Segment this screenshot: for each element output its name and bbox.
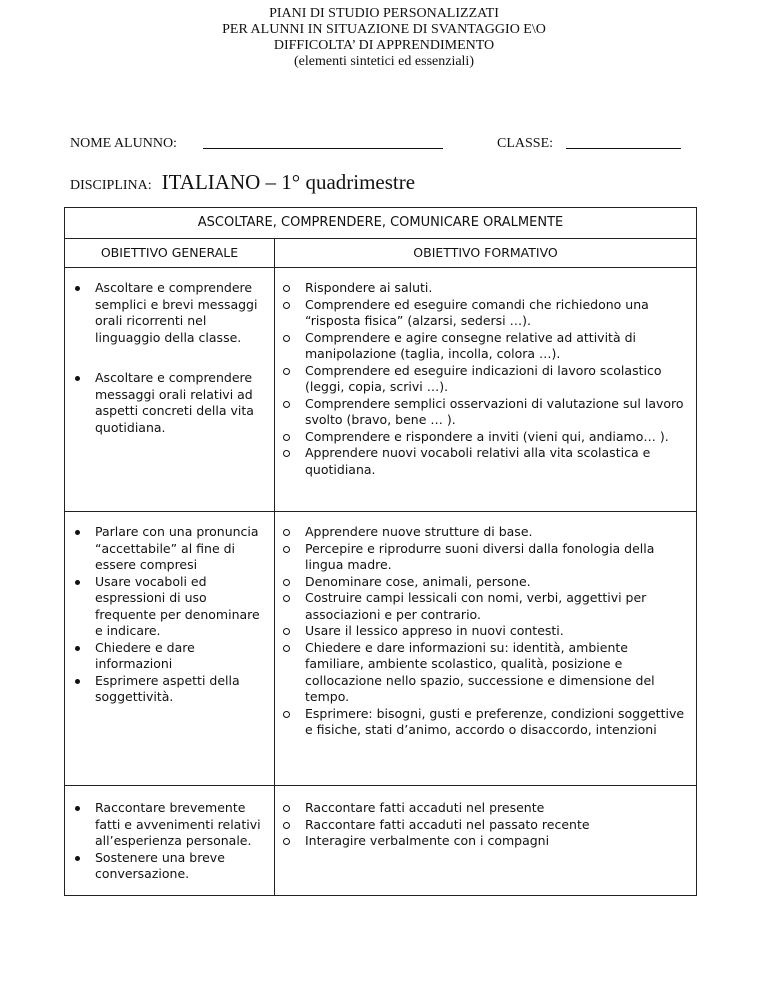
- list-item: Comprendere ed eseguire indicazioni di lavoro scolastico (leggi, copia, scrivi …).: [275, 363, 688, 396]
- formative-objectives-cell: [275, 786, 697, 896]
- list-item: Comprendere semplici osservazioni di valutazione sul lavoro svolto (bravo, bene … ).: [275, 396, 688, 429]
- list-item: Esprimere: bisogni, gusti e preferenze, condizioni soggettive e fisiche, stati d’animo, accordo o disaccordo, intenzioni: [275, 706, 688, 739]
- discipline-row: [70, 170, 415, 195]
- general-objectives-cell: [65, 786, 275, 896]
- list-item: Usare il lessico appreso in nuovi contesti.: [275, 623, 688, 640]
- list-item: Raccontare fatti accaduti nel presente: [275, 800, 688, 817]
- list-item: Comprendere ed eseguire comandi che richiedono una “risposta fisica” (alzarsi, sedersi …).: [275, 297, 688, 330]
- list-item: Comprendere e rispondere a inviti (vieni qui, andiamo… ).: [275, 429, 688, 446]
- list-item: Denominare cose, animali, persone.: [275, 574, 688, 591]
- student-name-label: NOME ALUNNO:: [70, 136, 177, 151]
- column-header-general: OBIETTIVO GENERALE: [65, 239, 275, 268]
- student-name-field[interactable]: [203, 148, 443, 149]
- list-item: Usare vocaboli ed espressioni di uso frequente per denominare e indicare.: [65, 574, 266, 640]
- formative-objectives-cell: [275, 268, 697, 512]
- header-subtitle: (elementi sintetici ed essenziali): [294, 54, 474, 69]
- table-row: [65, 512, 697, 786]
- list-item: Costruire campi lessicali con nomi, verbi, aggettivi per associazioni e per contrario.: [275, 590, 688, 623]
- list-item: Esprimere aspetti della soggettività.: [65, 673, 266, 706]
- discipline-label: DISCIPLINA:: [70, 178, 152, 193]
- list-item: Apprendere nuove strutture di base.: [275, 524, 688, 541]
- column-header-formative: OBIETTIVO FORMATIVO: [275, 239, 697, 268]
- document-header: [0, 6, 768, 70]
- list-item: Raccontare fatti accaduti nel passato recente: [275, 817, 688, 834]
- list-item: Apprendere nuovi vocaboli relativi alla vita scolastica e quotidiana.: [275, 445, 688, 478]
- class-label: CLASSE:: [497, 136, 554, 151]
- list-item: Raccontare brevemente fatti e avvenimenti relativi all’esperienza personale.: [65, 800, 266, 850]
- list-item: Comprendere e agire consegne relative ad attività di manipolazione (taglia, incolla, colora …).: [275, 330, 688, 363]
- list-item: Percepire e riprodurre suoni diversi dalla fonologia della lingua madre.: [275, 541, 688, 574]
- list-item: Ascoltare e comprendere semplici e brevi messaggi orali ricorrenti nel linguaggio della classe.: [65, 280, 266, 346]
- list-item: Rispondere ai saluti.: [275, 280, 688, 297]
- general-objectives-cell: [65, 512, 275, 786]
- table-row: [65, 268, 697, 512]
- table-row: [65, 786, 697, 896]
- discipline-value: ITALIANO – 1° quadrimestre: [161, 170, 416, 194]
- general-objectives-cell: [65, 268, 275, 512]
- list-item: Parlare con una pronuncia “accettabile” al fine di essere compresi: [65, 524, 266, 574]
- header-title-line-1: PIANI DI STUDIO PERSONALIZZATI: [269, 6, 499, 21]
- formative-objectives-cell: [275, 512, 697, 786]
- class-field[interactable]: [566, 148, 681, 149]
- section-title: ASCOLTARE, COMPRENDERE, COMUNICARE ORALMENTE: [65, 208, 697, 239]
- list-item: Sostenere una breve conversazione.: [65, 850, 266, 883]
- objectives-table: [64, 207, 697, 896]
- header-title-line-3: DIFFICOLTA’ DI APPRENDIMENTO: [273, 38, 495, 53]
- header-title-line-2: PER ALUNNI IN SITUAZIONE DI SVANTAGGIO E\O: [222, 22, 546, 37]
- list-item: Chiedere e dare informazioni su: identità, ambiente familiare, ambiente scolastico, qualità, posizione e collocazione nello spazio, successione e dimensione del tempo.: [275, 640, 688, 706]
- list-item: Interagire verbalmente con i compagni: [275, 833, 688, 850]
- list-item: Ascoltare e comprendere messaggi orali relativi ad aspetti concreti della vita quotidiana.: [65, 370, 266, 436]
- list-item: Chiedere e dare informazioni: [65, 640, 266, 673]
